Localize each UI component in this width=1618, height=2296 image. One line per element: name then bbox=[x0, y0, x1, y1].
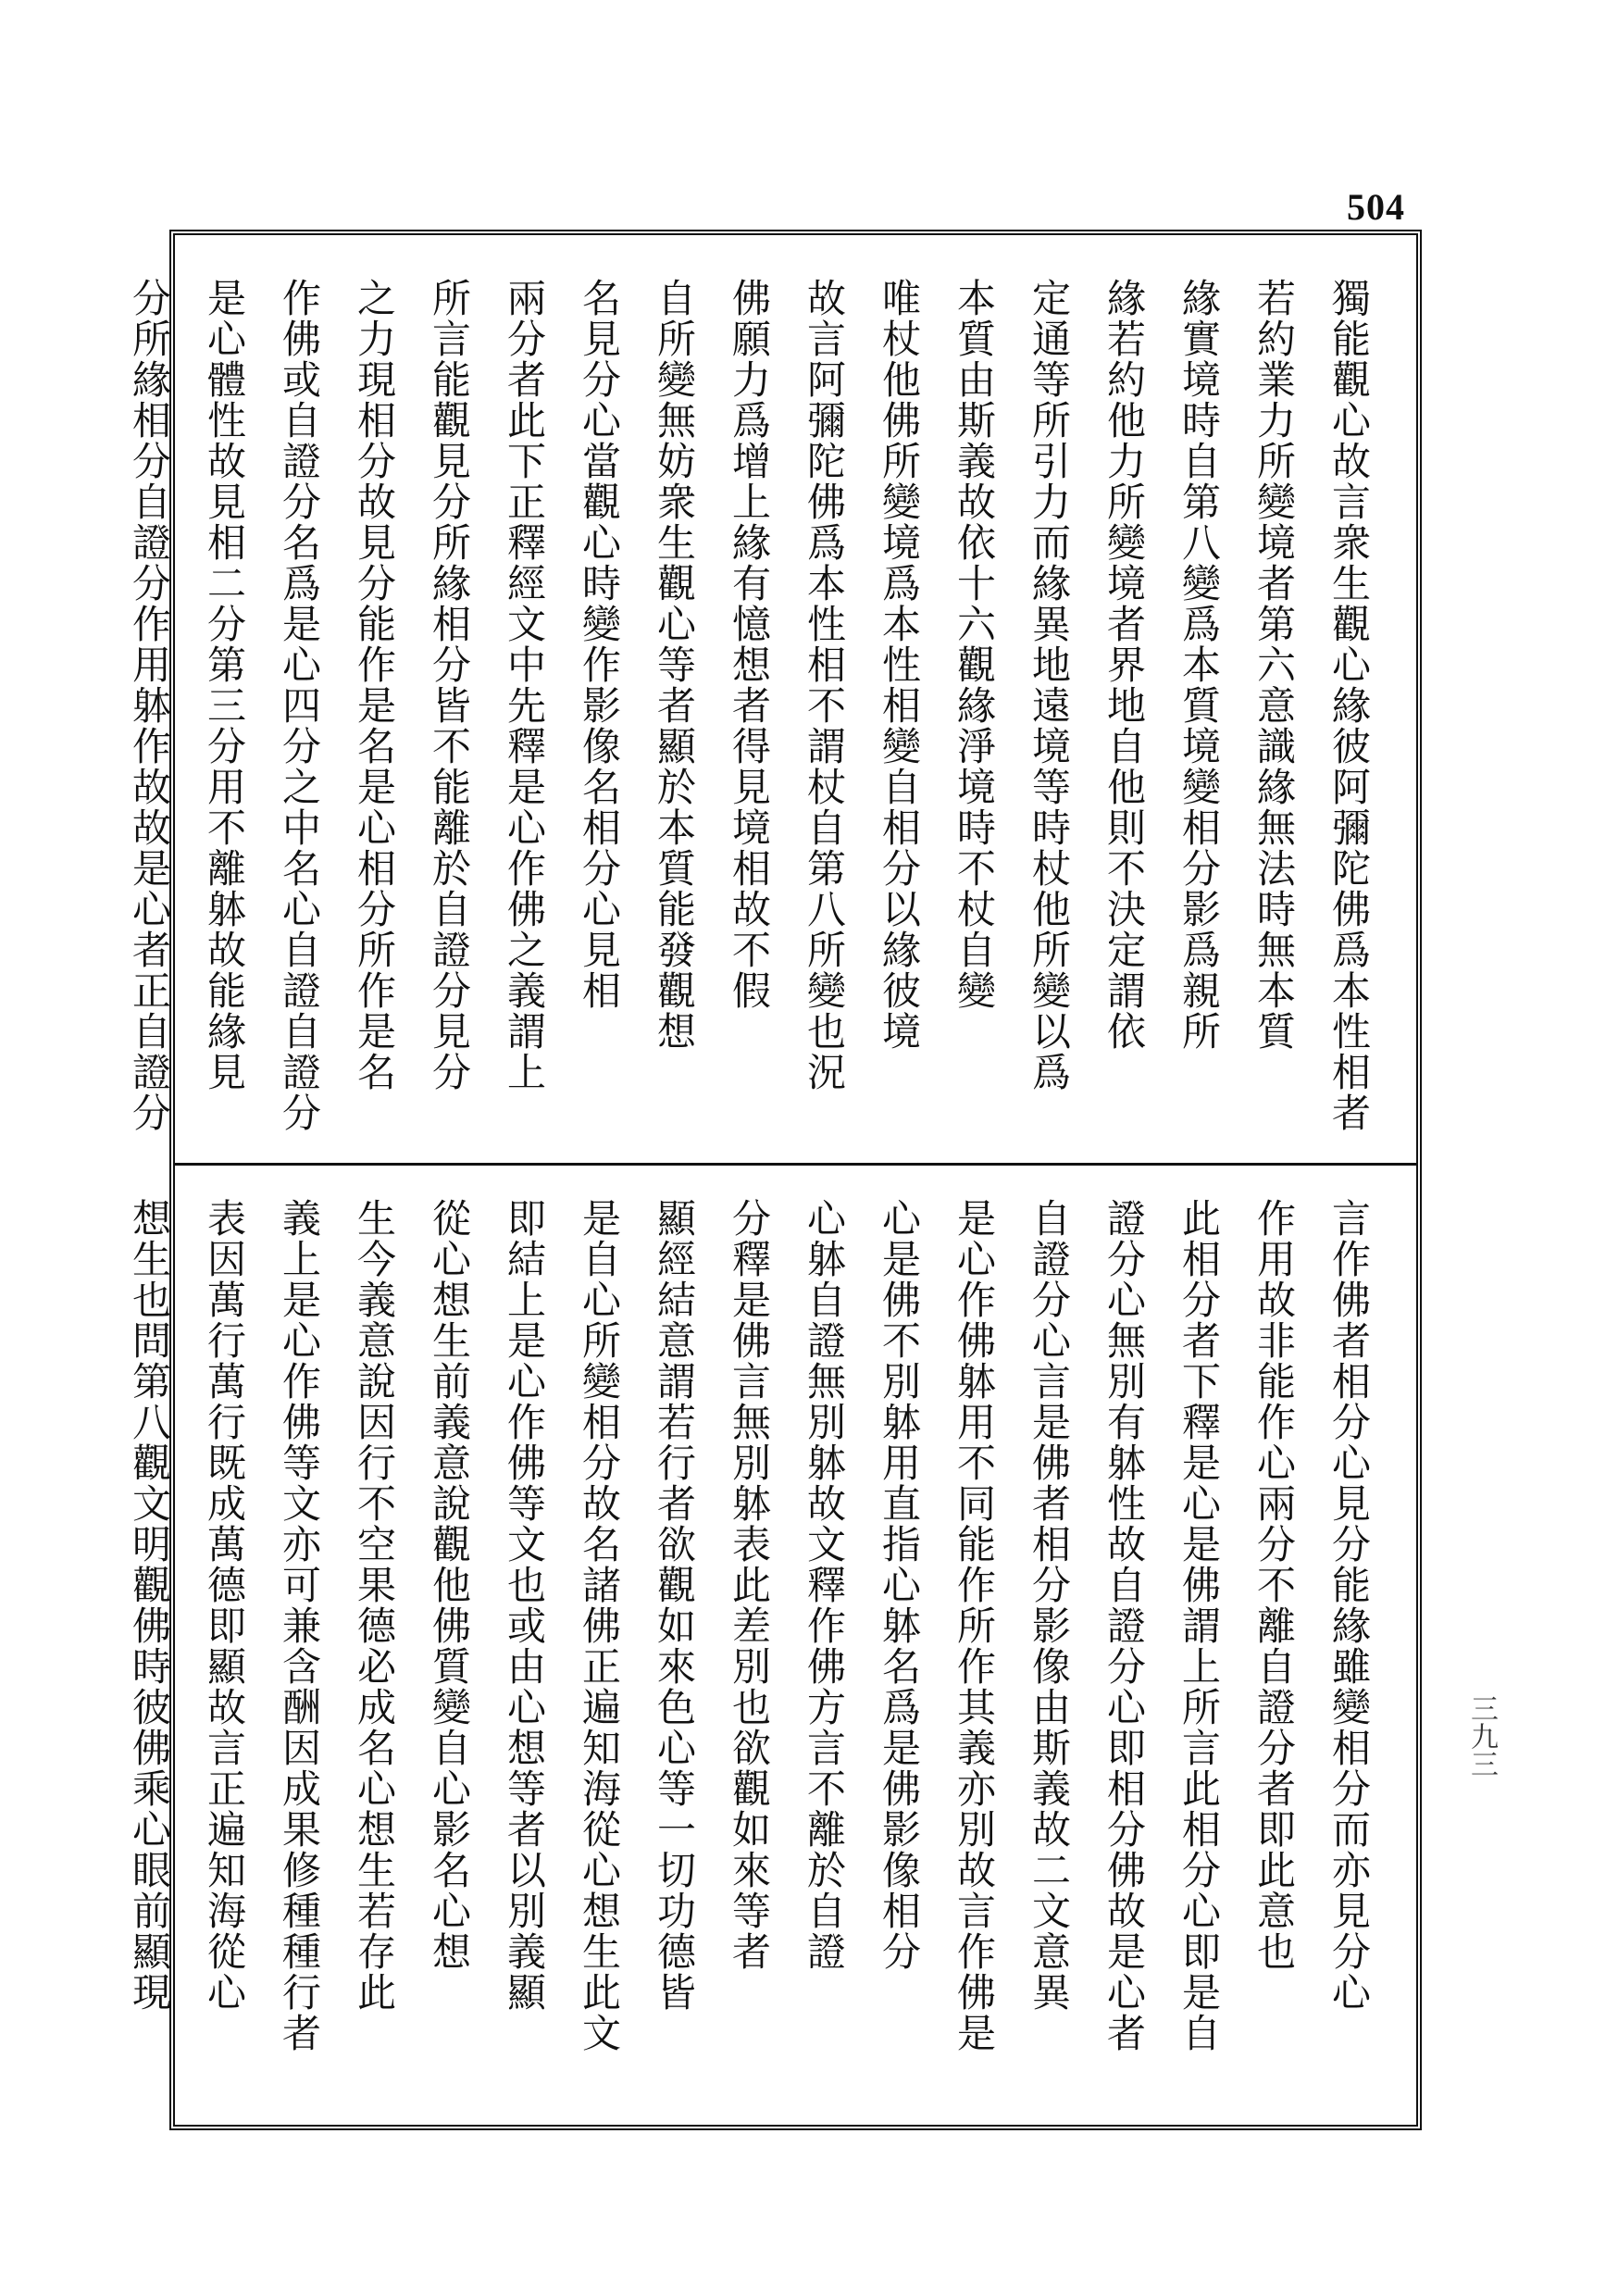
text-column: 心躰自證無別躰故文釋作佛方言不離於自證 bbox=[802, 1198, 847, 1972]
text-column: 佛願力爲增上緣有憶想者得見境相故不假 bbox=[727, 278, 772, 1011]
text-column: 分所緣相分自證分作用躰作故故是心者正自證分 bbox=[127, 278, 172, 1133]
text-column: 分釋是佛言無別躰表此差別也欲觀如來等者 bbox=[727, 1198, 772, 1972]
text-column: 唯杖他佛所變境爲本性相變自相分以緣彼境 bbox=[877, 278, 922, 1052]
text-column: 作佛或自證分名爲是心四分之中名心自證自證分 bbox=[277, 278, 322, 1133]
text-column: 是心體性故見相二分第三分用不離躰故能緣見 bbox=[202, 278, 247, 1092]
text-column: 言作佛者相分心見分能緣雖變相分而亦見分心 bbox=[1326, 1198, 1372, 2013]
text-column: 所言能觀見分所緣相分皆不能離於自證分見分 bbox=[427, 278, 472, 1092]
text-column: 名見分心當觀心時變作影像名相分心見相 bbox=[577, 278, 622, 1011]
text-column: 顯經結意謂若行者欲觀如來色心等一切功德皆 bbox=[652, 1198, 697, 2013]
text-column: 是自心所變相分故名諸佛正遍知海從心想生此文 bbox=[577, 1198, 622, 2053]
text-column: 緣若約他力所變境者界地自他則不決定謂依 bbox=[1101, 278, 1147, 1052]
text-column: 故言阿彌陀佛爲本性相不謂杖自第八所變也況 bbox=[802, 278, 847, 1092]
text-column: 作用故非能作心兩分不離自證分者即此意也 bbox=[1251, 1198, 1297, 1972]
text-column: 自所變無妨衆生觀心等者顯於本質能發觀想 bbox=[652, 278, 697, 1052]
text-column: 表因萬行萬行既成萬德即顯故言正遍知海從心 bbox=[202, 1198, 247, 2013]
text-column: 是心作佛躰用不同能作所作其義亦別故言作佛是 bbox=[952, 1198, 997, 2053]
text-column: 本質由斯義故依十六觀緣淨境時不杖自變 bbox=[952, 278, 997, 1011]
text-column: 緣實境時自第八變爲本質境變相分影爲親所 bbox=[1176, 278, 1222, 1052]
text-column: 從心想生前義意說觀他佛質變自心影名心想 bbox=[427, 1198, 472, 1972]
section-divider bbox=[175, 1163, 1416, 1166]
text-column: 想生也問第八觀文明觀佛時彼佛乘心眼前顯現 bbox=[127, 1198, 172, 2013]
upper-text-panel bbox=[127, 278, 1387, 1133]
text-column: 生今義意說因行不空果德必成名心想生若存此 bbox=[352, 1198, 397, 2013]
text-column: 獨能觀心故言衆生觀心緣彼阿彌陀佛爲本性相者 bbox=[1326, 278, 1372, 1133]
text-column: 自證分心言是佛者相分影像由斯義故二文意異 bbox=[1027, 1198, 1072, 2013]
text-column: 義上是心作佛等文亦可兼含酬因成果修種種行者 bbox=[277, 1198, 322, 2053]
text-column: 若約業力所變境者第六意識緣無法時無本質 bbox=[1251, 278, 1297, 1052]
page-number: 504 bbox=[1347, 186, 1405, 228]
text-column: 兩分者此下正釋經文中先釋是心作佛之義謂上 bbox=[502, 278, 547, 1092]
text-column: 之力現相分故見分能作是名是心相分所作是名 bbox=[352, 278, 397, 1092]
text-column: 此相分者下釋是心是佛謂上所言此相分心即是自 bbox=[1176, 1198, 1222, 2053]
text-column: 證分心無別有躰性故自證分心即相分佛故是心者 bbox=[1101, 1198, 1147, 2053]
text-column: 即結上是心作佛等文也或由心想等者以別義顯 bbox=[502, 1198, 547, 2013]
text-column: 定通等所引力而緣異地遠境等時杖他所變以爲 bbox=[1027, 278, 1072, 1092]
lower-text-panel bbox=[127, 1198, 1387, 2078]
text-column: 心是佛不別躰用直指心躰名爲是佛影像相分 bbox=[877, 1198, 922, 1972]
text-frame bbox=[127, 230, 1422, 2130]
margin-page-number: 三九三 bbox=[1466, 1694, 1497, 1778]
